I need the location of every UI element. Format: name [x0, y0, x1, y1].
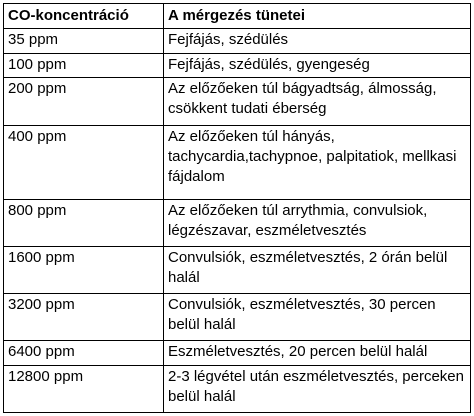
table-row — [4, 29, 471, 54]
symptoms-cell: Convulsiók, eszméletvesztés, 30 percen belül halál — [164, 293, 471, 340]
header-symptoms: A mérgezés tünetei — [164, 4, 471, 29]
table-row — [4, 199, 471, 246]
table-row — [4, 293, 471, 340]
concentration-cell: 100 ppm — [4, 53, 164, 78]
symptoms-cell: Az előzőeken túl bágyadtság, álmosság, csökkent tudati éberség — [164, 78, 471, 125]
concentration-cell: 35 ppm — [4, 29, 164, 54]
concentration-cell: 12800 ppm — [4, 365, 164, 412]
symptoms-cell: Eszméletvesztés, 20 percen belül halál — [164, 341, 471, 366]
co-symptoms-table — [3, 3, 471, 413]
header-concentration: CO-koncentráció — [4, 4, 164, 29]
concentration-cell: 1600 ppm — [4, 246, 164, 293]
concentration-cell: 800 ppm — [4, 199, 164, 246]
table-row — [4, 53, 471, 78]
symptoms-cell: Fejfájás, szédülés — [164, 29, 471, 54]
symptoms-cell: Fejfájás, szédülés, gyengeség — [164, 53, 471, 78]
header-row — [4, 4, 471, 29]
symptoms-cell: Az előzőeken túl arrythmia, convulsiok, légzészavar, eszméletvesztés — [164, 199, 471, 246]
symptoms-cell: 2-3 légvétel után eszméletvesztés, perceken belül halál — [164, 365, 471, 412]
table-row — [4, 78, 471, 125]
table-row — [4, 125, 471, 199]
table-row — [4, 365, 471, 412]
symptoms-cell: Az előzőeken túl hányás, tachycardia,tachypnoe, palpitatiok, mellkasi fájdalom — [164, 125, 471, 199]
table-row — [4, 341, 471, 366]
concentration-cell: 6400 ppm — [4, 341, 164, 366]
concentration-cell: 3200 ppm — [4, 293, 164, 340]
symptoms-cell: Convulsiók, eszméletvesztés, 2 órán belül halál — [164, 246, 471, 293]
table-row — [4, 246, 471, 293]
concentration-cell: 200 ppm — [4, 78, 164, 125]
concentration-cell: 400 ppm — [4, 125, 164, 199]
